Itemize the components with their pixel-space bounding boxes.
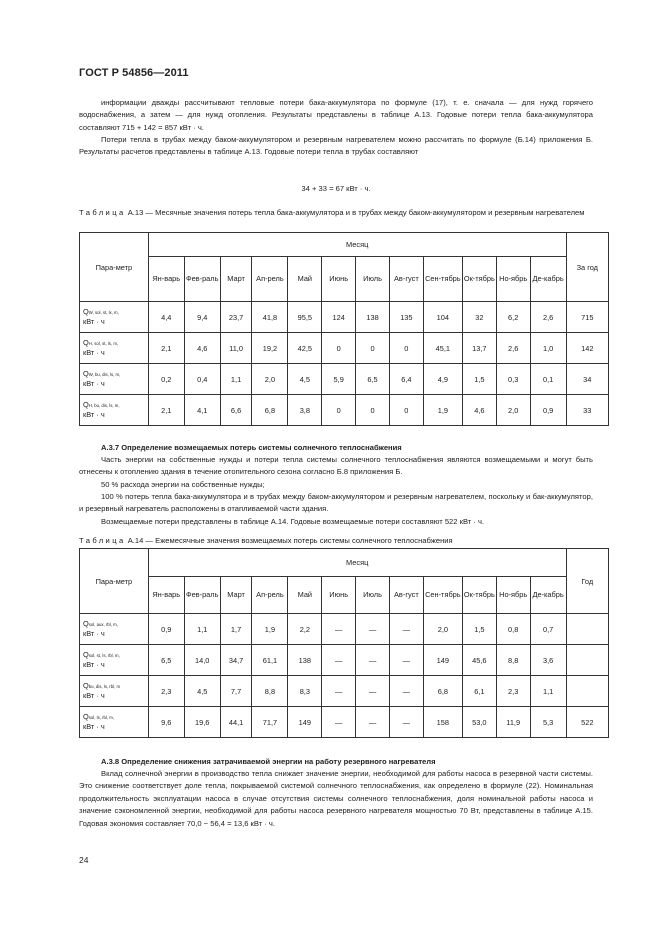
table-cell: 6,8 [423, 676, 462, 707]
table13-caption [79, 207, 599, 218]
table14-month-2: Март [220, 577, 252, 614]
table-cell: — [389, 676, 423, 707]
table14-month-4: Май [288, 577, 322, 614]
table14-month-1: Фев-раль [184, 577, 220, 614]
table-cell: 61,1 [252, 645, 288, 676]
table13-param-cell [80, 302, 149, 333]
table-cell: 8,8 [252, 676, 288, 707]
table-cell: 6,8 [252, 395, 288, 426]
table-cell: 0,9 [148, 614, 184, 645]
table-cell: 4,5 [288, 364, 322, 395]
table13-month-10: Но-ябрь [496, 257, 530, 302]
param-unit: кВт · ч [83, 316, 105, 326]
table14-month-5: Июнь [322, 577, 356, 614]
table13-month-3: Ап-рель [252, 257, 288, 302]
table-cell: 0 [389, 395, 423, 426]
table-cell: 0,2 [148, 364, 184, 395]
table-cell: 32 [462, 302, 496, 333]
table-cell: 11,0 [220, 333, 252, 364]
table-cell: 3,6 [530, 645, 566, 676]
table14-param-cell [80, 645, 149, 676]
table14-month-10: Но-ябрь [496, 577, 530, 614]
table-cell: 0,3 [496, 364, 530, 395]
table-cell: 8,8 [496, 645, 530, 676]
table14-month-6: Июль [356, 577, 390, 614]
table-cell: 5,9 [322, 364, 356, 395]
table-cell: 0,9 [530, 395, 566, 426]
table-cell: 11,9 [496, 707, 530, 738]
table-cell: — [356, 614, 390, 645]
table-cell-year [566, 676, 608, 707]
table13-param-cell [80, 333, 149, 364]
table13-caption-text: А.13 — Месячные значения потерь тепла бака-аккумулятора и в трубах между баком-аккумулятором и резервным нагревателем [127, 208, 585, 217]
param-symbol: Q [83, 338, 89, 347]
table-cell: 9,6 [148, 707, 184, 738]
table-cell: 2,0 [496, 395, 530, 426]
param-unit: кВт · ч [83, 409, 105, 419]
section-a37-p3: 100 % потерь тепла бака-аккумулятора и в трубах между баком-аккумулятором и резервным нагревателем, поскольку и бак-аккумулятор, и резервный нагреватель расположены в отапливаемой части здания. [79, 492, 593, 514]
param-symbol: Q [83, 619, 89, 628]
table-row [80, 707, 609, 738]
table-cell: 1,0 [530, 333, 566, 364]
table-cell: — [322, 707, 356, 738]
table14-month-7: Ав-густ [389, 577, 423, 614]
param-symbol: Q [83, 307, 89, 316]
table-cell: 6,2 [496, 302, 530, 333]
table-cell-year: 34 [566, 364, 608, 395]
table13-month-6: Июль [356, 257, 390, 302]
table14-month-11: Де-кабрь [530, 577, 566, 614]
table-cell: 42,5 [288, 333, 322, 364]
table-cell: — [389, 707, 423, 738]
table14-month-9: Ок-тябрь [462, 577, 496, 614]
table-cell: 158 [423, 707, 462, 738]
table-cell: 0 [389, 333, 423, 364]
param-unit: кВт · ч [83, 347, 105, 357]
table13-month-7: Ав-густ [389, 257, 423, 302]
table14-caption-word: Таблица [79, 536, 126, 545]
table-cell-year: 715 [566, 302, 608, 333]
table-row [80, 302, 609, 333]
table-cell-year: 142 [566, 333, 608, 364]
section-a38-p1: Вклад солнечной энергии в производство тепла снижает значение энергии, необходимой для работы насоса в резервной части системы. Это снижение соответствует доле тепла, покрываемой системой солнечного теплоснабжения, как определено в формуле (22). Номинальная продолжительность эксплуатации насоса в случае отсутствия системы солнечного теплоснабжения, доля номинальной работы насоса и значение сэкономленной энергии, необходимой для работы насоса резервного нагревателя мощностью 70 Вт, представлены в таблице А.15. Годовая экономия составляет 70,0 − 56,4 = 13,6 кВт · ч. [79, 769, 593, 828]
table-cell: 41,8 [252, 302, 288, 333]
table-cell: 7,7 [220, 676, 252, 707]
table-cell: 4,1 [184, 395, 220, 426]
table14-month-8: Сен-тябрь [423, 577, 462, 614]
table-cell: 4,5 [184, 676, 220, 707]
table-cell: 0 [356, 395, 390, 426]
table13-month-11: Де-кабрь [530, 257, 566, 302]
table-cell: — [322, 676, 356, 707]
table13-month-1: Фев-раль [184, 257, 220, 302]
section-a37-p4: Возмещаемые потери представлены в таблице А.14. Годовые возмещаемые потери составляют 522 кВт · ч. [101, 517, 485, 526]
param-subscript: W, bu, dis, ls, m, [88, 372, 121, 377]
table14-param-cell [80, 676, 149, 707]
table-cell: — [356, 676, 390, 707]
table-cell: 2,0 [423, 614, 462, 645]
table-cell: — [389, 614, 423, 645]
table-row [80, 645, 609, 676]
equation-pipe-losses: 34 + 33 = 67 кВт · ч. [301, 184, 371, 193]
table-a14 [79, 548, 609, 738]
table-cell: 1,1 [184, 614, 220, 645]
param-subscript: H, sol, st, ls, m, [88, 341, 119, 346]
section-a37-p2: 50 % расхода энергии на собственные нужды; [101, 480, 265, 489]
table-cell: — [356, 645, 390, 676]
table-cell: 2,0 [252, 364, 288, 395]
table-row [80, 614, 609, 645]
table-cell: 0,7 [530, 614, 566, 645]
table-cell: 9,4 [184, 302, 220, 333]
table-cell: 2,1 [148, 395, 184, 426]
table-cell: 2,2 [288, 614, 322, 645]
table13-month-5: Июнь [322, 257, 356, 302]
table-row [80, 364, 609, 395]
table-cell: 2,6 [530, 302, 566, 333]
param-subscript: H, bu, dis, ls, m, [88, 403, 120, 408]
param-symbol: Q [83, 400, 89, 409]
table13-param-cell [80, 364, 149, 395]
table-cell: — [322, 645, 356, 676]
param-unit: кВт · ч [83, 659, 105, 669]
param-unit: кВт · ч [83, 628, 105, 638]
table-a13 [79, 232, 609, 426]
table-cell: 1,5 [462, 614, 496, 645]
table-cell: 53,0 [462, 707, 496, 738]
table-cell: 6,4 [389, 364, 423, 395]
table-cell: 2,3 [496, 676, 530, 707]
paragraph-pipe-losses: Потери тепла в трубах между баком-аккумулятором и резервным нагревателем можно рассчитать по формуле (Б.14) приложения Б. Результаты расчетов представлены в таблице А.13. Годовые потери тепла в трубах составляют [79, 135, 593, 157]
param-subscript: bu, dis, ls, rbl, m [88, 684, 121, 689]
table-cell: 2,3 [148, 676, 184, 707]
table-cell: 0 [356, 333, 390, 364]
param-subscript: sol, ls, rbl, m, [88, 715, 115, 720]
param-unit: кВт · ч [83, 378, 105, 388]
table14-param-cell [80, 614, 149, 645]
table-cell-year [566, 645, 608, 676]
table-cell: 34,7 [220, 645, 252, 676]
param-symbol: Q [83, 681, 89, 690]
table-cell: — [356, 707, 390, 738]
table14-year-header: Год [566, 549, 608, 614]
table14-param-cell [80, 707, 149, 738]
table-cell: 45,6 [462, 645, 496, 676]
table14-month-0: Ян-варь [148, 577, 184, 614]
table-cell: 8,3 [288, 676, 322, 707]
table-cell: 0 [322, 333, 356, 364]
table13-param-header [80, 233, 149, 302]
table13-month-8: Сен-тябрь [423, 257, 462, 302]
table-cell: 0 [322, 395, 356, 426]
table-row [80, 676, 609, 707]
section-a38-title: А.3.8 Определение снижения затрачиваемой энергии на работу резервного нагревателя [101, 757, 436, 766]
param-subscript: W, sol, st, lx, m, [88, 310, 119, 315]
table-cell-year: 522 [566, 707, 608, 738]
table-cell: — [389, 645, 423, 676]
table13-year-header: За год [566, 233, 608, 302]
table-cell: 4,9 [423, 364, 462, 395]
table-cell: 135 [389, 302, 423, 333]
table-cell: 13,7 [462, 333, 496, 364]
table13-month-9: Ок-тябрь [462, 257, 496, 302]
table14-month-3: Ап-рель [252, 577, 288, 614]
table13-month-4: Май [288, 257, 322, 302]
param-symbol: Q [83, 369, 89, 378]
table-row [80, 333, 609, 364]
table-cell-year: 33 [566, 395, 608, 426]
param-subscript: sol, aux, rbl, m, [88, 622, 118, 627]
table-cell: 0,8 [496, 614, 530, 645]
table-cell: 138 [356, 302, 390, 333]
document-header: ГОСТ Р 54856—2011 [79, 67, 189, 79]
table14-param-header [80, 549, 149, 614]
table13-caption-word: Таблица [79, 208, 126, 217]
table-cell: 4,4 [148, 302, 184, 333]
section-a37-p1: Часть энергии на собственные нужды и потери тепла системы солнечного теплоснабжения являются возмещаемыми и могут быть отнесены к отоплению здания в течение отопительного сезона согласно Б.8 приложения Б. [79, 455, 593, 477]
table14-month-header: Месяц [148, 549, 566, 577]
table-cell: 2,1 [148, 333, 184, 364]
table-cell: 149 [288, 707, 322, 738]
table13-month-0: Ян-варь [148, 257, 184, 302]
table-cell: 1,9 [423, 395, 462, 426]
table-cell: 1,7 [220, 614, 252, 645]
table-cell: 4,6 [462, 395, 496, 426]
table-cell: 6,1 [462, 676, 496, 707]
table13-month-2: Март [220, 257, 252, 302]
table-row [80, 395, 609, 426]
table-cell: 19,6 [184, 707, 220, 738]
param-subscript: sol, st, ls, rbl, m, [88, 653, 120, 658]
table-cell: 2,6 [496, 333, 530, 364]
table-cell: 3,8 [288, 395, 322, 426]
table-cell: 0,1 [530, 364, 566, 395]
table-cell: 104 [423, 302, 462, 333]
table13-param-cell [80, 395, 149, 426]
table-cell: 71,7 [252, 707, 288, 738]
table-cell: 95,5 [288, 302, 322, 333]
table-cell: 138 [288, 645, 322, 676]
table-cell: — [322, 614, 356, 645]
table-cell: 1,9 [252, 614, 288, 645]
table14-caption-text: А.14 — Ежемесячные значения возмещаемых потерь системы солнечного теплоснабжения [127, 536, 453, 545]
table-cell: 6,6 [220, 395, 252, 426]
table13-month-header: Месяц [148, 233, 566, 257]
table-cell: 19,2 [252, 333, 288, 364]
param-symbol: Q [83, 712, 89, 721]
section-a37-title: А.3.7 Определение возмещаемых потерь системы солнечного теплоснабжения [101, 443, 402, 452]
table-cell: 6,5 [148, 645, 184, 676]
param-symbol: Q [83, 650, 89, 659]
table14-param-header-text: Пара-метр [95, 576, 133, 586]
param-unit: кВт · ч [83, 690, 105, 700]
table-cell: 14,0 [184, 645, 220, 676]
paragraph-heat-losses-tank: информации дважды рассчитывают тепловые потери бака-аккумулятора по формуле (17), т. е. сначала — для нужд горячего водоснабжения, а затем — для нужд отопления. Результаты представлены в таблице А.13. Годовые потери тепла бака-аккумулятора составляют 715 + 142 = 857 кВт · ч. [79, 98, 593, 132]
table-cell: 6,5 [356, 364, 390, 395]
table-cell: 5,3 [530, 707, 566, 738]
table14-caption [79, 535, 599, 546]
table-cell-year [566, 614, 608, 645]
table-cell: 1,1 [530, 676, 566, 707]
table-cell: 1,1 [220, 364, 252, 395]
table-cell: 0,4 [184, 364, 220, 395]
table-cell: 23,7 [220, 302, 252, 333]
table-cell: 1,5 [462, 364, 496, 395]
page-number: 24 [79, 855, 89, 865]
param-unit: кВт · ч [83, 721, 105, 731]
table-cell: 149 [423, 645, 462, 676]
table13-param-header-text: Пара-метр [95, 262, 133, 272]
table-cell: 44,1 [220, 707, 252, 738]
table-cell: 124 [322, 302, 356, 333]
table-cell: 4,6 [184, 333, 220, 364]
table-cell: 45,1 [423, 333, 462, 364]
